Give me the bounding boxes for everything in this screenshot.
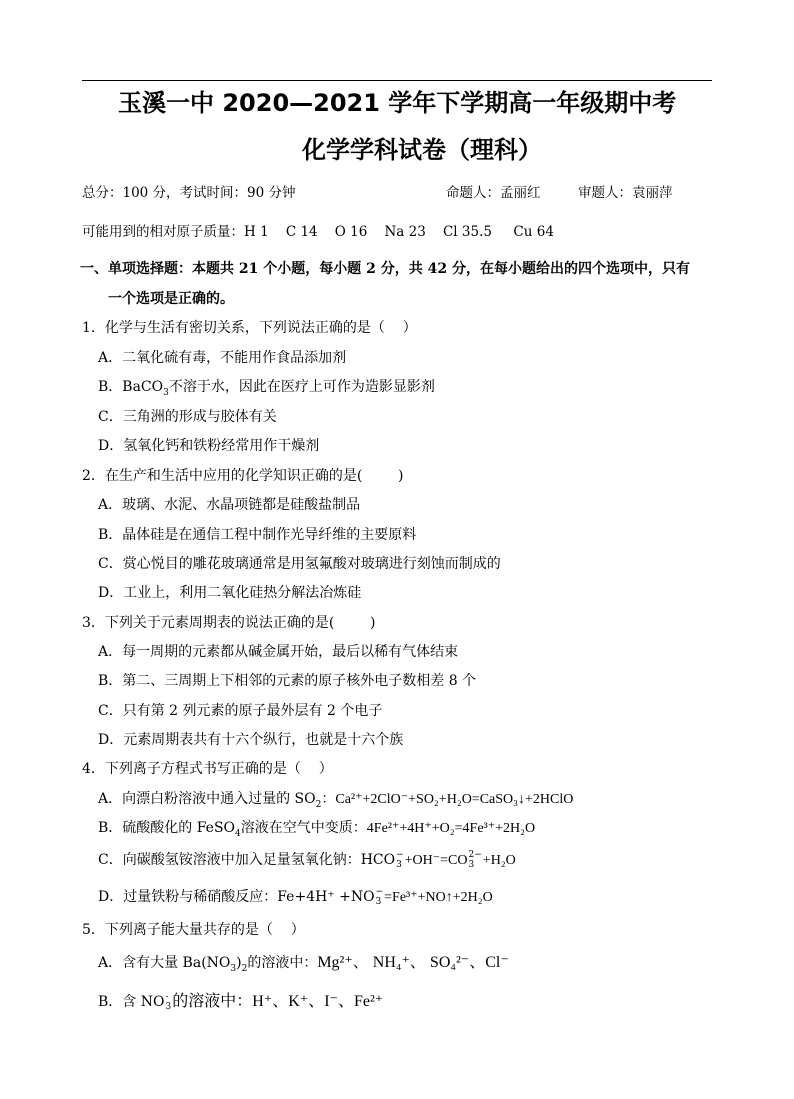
question-3-option-b: B．第二、三周期上下相邻的元素的原子核外电子数相差 8 个 [98,673,477,689]
question-1-option-a: A．二氧化硫有毒，不能用作食品添加剂 [98,350,347,366]
question-5-option-a [98,953,509,973]
q5-a-mid: ) [236,955,242,971]
q4-d-pre: D．过量铁粉与稀硝酸反应：Fe+4H⁺ +NO [98,889,375,905]
q5-a-pre: A．含有大量 Ba(NO [98,955,231,971]
q4-b-pre: B．硫酸酸化的 FeSO [98,820,236,836]
q4-b-sub: 4 [235,828,241,839]
question-3-option-c: C．只有第 2 列元素的原子最外层有 2 个电子 [98,703,383,719]
q5-b-ion-no3: - 3 [165,992,172,1012]
question-3-option-a: A．每一周期的元素都从碱金属开始，最后以稀有气体结束 [98,644,459,660]
question-2-option-d: D．工业上，利用二氧化硅热分解法冶炼硅 [98,585,362,601]
question-4-option-d [98,887,493,908]
q1-b-sub: 3 [163,387,169,398]
q5-a-ions: Mg²⁺、 NH₄⁺、 SO₄²⁻、Cl⁻ [317,954,509,971]
q4-d-post: =Fe³⁺+NO↑+2H₂O [384,890,493,905]
q1-b-post: 不溶于水，因此在医疗上可作为造影显影剂 [168,379,435,395]
exam-total-time: 总分：100 分，考试时间：90 分钟 [82,185,296,201]
q1-b-pre: B．BaCO [98,379,164,395]
q5-a-sub2: 2 [241,963,248,974]
section-heading-line2: 一个选项是正确的。 [108,291,234,307]
exam-reviewer: 审题人：袁丽萍 [578,185,673,201]
question-5-stem: 5．下列离子能大量共存的是（ ） [82,922,305,938]
question-2-option-b: B．晶体硅是在通信工程中制作光导纤维的主要原料 [98,527,417,543]
question-2-option-a: A．玻璃、水泥、水晶项链都是硅酸盐制品 [98,497,361,513]
question-2-stem: 2．在生产和生活中应用的化学知识正确的是( ) [82,468,404,484]
question-4-option-c [98,850,516,871]
question-3-stem: 3．下列关于元素周期表的说法正确的是( ) [82,615,376,631]
question-4-stem: 4．下列离子方程式书写正确的是（ ） [82,761,333,777]
atomic-masses: 可能用到的相对原子质量：H 1 C 14 O 16 Na 23 Cl 35.5 Cu 64 [82,224,554,240]
q5-b-pre: B．含 NO [98,994,165,1010]
question-3-option-d: D．元素周期表共有十六个纵行，也就是十六个族 [98,732,404,748]
q4-c-post: +H₂O [482,853,516,868]
exam-author: 命题人：孟丽红 [446,185,541,201]
q4-d-ion-no3: − 3 [375,887,384,907]
header-rule [82,80,712,81]
question-1-option-b [98,377,435,397]
question-1-option-c: C．三角洲的形成与胶体有关 [98,409,277,425]
q5-a-sub1: 3 [230,963,237,974]
question-4-option-b [98,818,535,839]
question-1-stem: 1．化学与生活有密切关系，下列说法正确的是（ ） [82,320,417,336]
q4-c-pre: C．向碳酸氢铵溶液中加入足量氢氧化钠：HCO [98,852,396,868]
q4-a-sub: 2 [315,799,322,810]
q5-a-post: 的溶液中： [247,955,318,971]
question-1-option-d: D．氢氧化钙和铁粉经常用作干燥剂 [98,438,320,454]
q4-c-mid: +OH⁻=CO [404,853,468,868]
exam-title-line1: 玉溪一中 2020—2021 学年下学期高一年级期中考 [118,89,677,117]
q4-a-equation: ：Ca²⁺+2ClO⁻+SO₂+H₂O=CaSO₃↓+2HClO [321,792,574,807]
q4-c-ion-co3: 2− 3 [468,850,482,870]
question-5-option-b [98,992,383,1012]
q4-c-ion-hco3: − 3 [396,850,404,870]
exam-title-line2: 化学学科试卷（理科） [302,136,542,164]
q4-b-equation: 溶液在空气中变质：4Fe²⁺+4H⁺+O₂=4Fe³⁺+2H₂O [240,821,536,836]
question-4-option-a [98,789,573,810]
q4-a-pre: A．向漂白粉溶液中通入过量的 SO [98,791,316,807]
question-2-option-c: C．赏心悦目的雕花玻璃通常是用氢氟酸对玻璃进行刻蚀而制成的 [98,556,501,572]
q5-b-post: 的溶液中：H⁺、K⁺、I⁻、Fe²⁺ [172,993,384,1010]
section-heading-line1: 一、单项选择题：本题共 21 个小题，每小题 2 分，共 42 分，在每小题给出的四个选项中，只有 [80,261,690,277]
